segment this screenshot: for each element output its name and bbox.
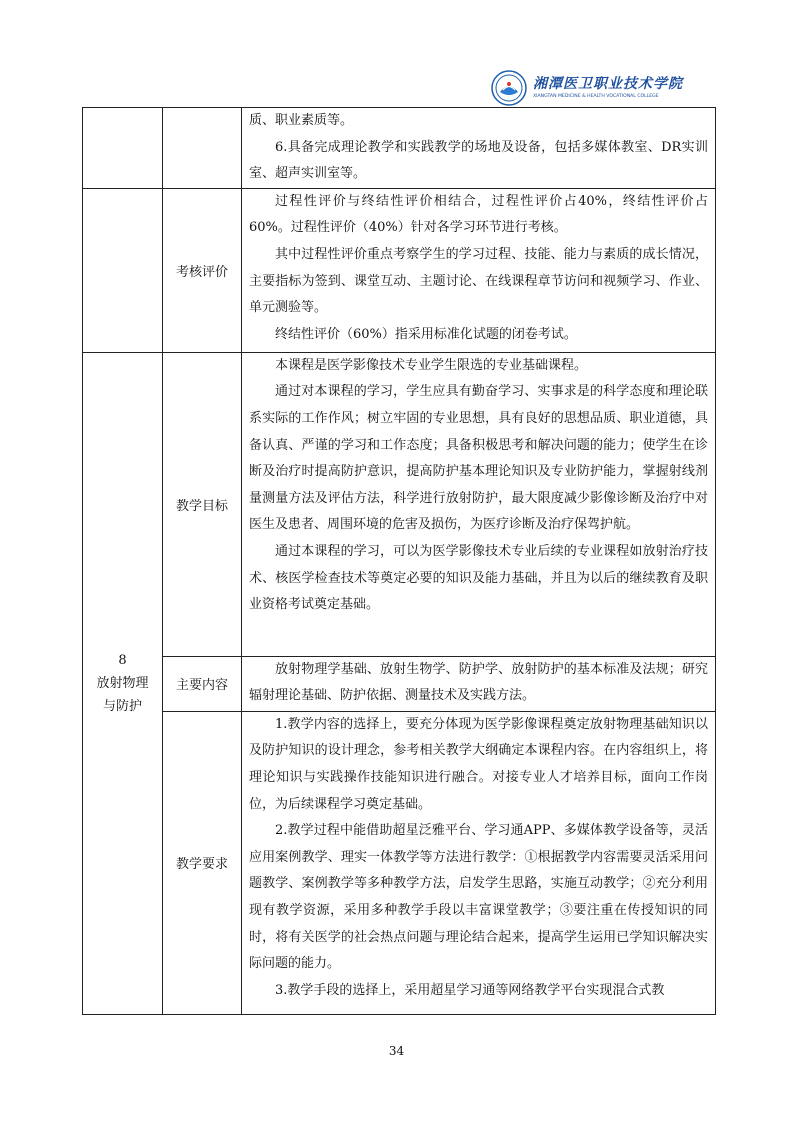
content-cell — [242, 352, 716, 656]
paragraph: 通过本课程的学习，可以为医学影像技术专业后续的专业课程如放射治疗技术、核医学检查技术等奠定必要的知识及能力基础，并且为以后的继续教育及职业资格考试奠定基础。 — [249, 543, 708, 613]
paragraph: 6.具备完成理论教学和实践教学的场地及设备，包括多媒体教室、DR实训室、超声实训室等。 — [249, 139, 708, 182]
school-name-en: XIANGTAN MEDICINE & HEALTH VOCATIONAL COLLEGE — [533, 93, 659, 99]
table-row — [83, 352, 716, 656]
empty-cell — [83, 188, 163, 352]
course-cell — [83, 352, 163, 1014]
content-cell — [242, 188, 716, 352]
paragraph: 放射物理学基础、放射生物学、防护学、放射防护的基本标准及法规；研究辐射理论基础、防护依据、测量技术及实践方法。 — [249, 661, 708, 704]
content-cell — [242, 711, 716, 1014]
course-number: 8 — [118, 652, 127, 668]
row-label-assessment: 考核评价 — [175, 264, 228, 280]
paragraph: 2.教学过程中能借助超星泛雅平台、学习通APP、多媒体教学设备等，灵活应用案例教学、理实一体教学等方法进行教学：①根据教学内容需要灵活采用问题教学、案例教学等多种教学方法，启发学生思路，实施互动教学；②充分利用现有教学资源，采用多种教学手段以丰富课堂教学；③要注重在传授知识的同时，将有关医学的社会热点问题与理论结合起来，提高学生运用已学知识解决实际问题的能力。 — [249, 823, 708, 972]
row-label-requirements: 教学要求 — [175, 857, 228, 873]
label-cell — [163, 188, 242, 352]
paragraph: 本课程是医学影像技术专业学生限选的专业基础课程。 — [275, 357, 588, 373]
label-cell — [163, 711, 242, 1014]
table-row — [83, 188, 716, 352]
label-cell — [163, 352, 242, 656]
paragraph: 过程性评价与终结性评价相结合，过程性评价占40%，终结性评价占60%。过程性评价（40%）针对各学习环节进行考核。 — [249, 193, 708, 236]
page-number: 34 — [388, 1044, 405, 1058]
content-cell — [242, 656, 716, 711]
table-row — [83, 108, 716, 189]
paragraph: 其中过程性评价重点考察学生的学习过程、技能、能力与素质的成长情况，主要指标为签到、课堂互动、主题讨论、在线课程章节访问和视频学习、作业、单元测验等。 — [249, 246, 708, 316]
row-label-content: 主要内容 — [175, 678, 228, 694]
course-name-line2: 与防护 — [102, 698, 142, 714]
school-name-cn: 湘潭医卫职业技术学院 — [533, 75, 683, 92]
course-name-line1: 放射物理 — [96, 675, 149, 691]
table-row — [83, 711, 716, 1014]
table-row — [83, 656, 716, 711]
empty-cell — [83, 108, 163, 189]
paragraph: 1.教学内容的选择上，要充分体现为医学影像课程奠定放射物理基础知识以及防护知识的设计理念，参考相关教学大纲确定本课程内容。在内容组织上，将理论知识与实践操作技能知识进行融合。对接专业人才培养目标，面向工作岗位，为后续课程学习奠定基础。 — [249, 716, 708, 812]
content-cell — [242, 108, 716, 189]
paragraph: 质、职业素质等。 — [249, 113, 354, 128]
paragraph: 3.教学手段的选择上，采用超星学习通等网络教学平台实现混合式教 — [275, 982, 665, 998]
label-cell — [163, 656, 242, 711]
college-logo-icon — [491, 70, 527, 106]
paragraph: 通过对本课程的学习，学生应具有勤奋学习、实事求是的科学态度和理论联系实际的工作作风；树立牢固的专业思想，具有良好的思想品质、职业道德，具备认真、严谨的学习和工作态度；具备积极思考和解决问题的能力；使学生在诊断及治疗时提高防护意识，提高防护基本理论知识及专业防护能力，掌握射线剂量测量方法及评估方法，科学进行放射防护，最大限度减少影像诊断及治疗中对医生及患者、周围环境的危害及损伤，为医疗诊断及治疗保驾护航。 — [249, 384, 708, 533]
course-table — [82, 107, 716, 1015]
row-label-goal: 教学目标 — [175, 498, 228, 514]
paragraph: 终结性评价（60%）指采用标准化试题的闭卷考试。 — [275, 326, 577, 342]
page-header — [491, 68, 683, 108]
empty-cell — [163, 108, 242, 189]
